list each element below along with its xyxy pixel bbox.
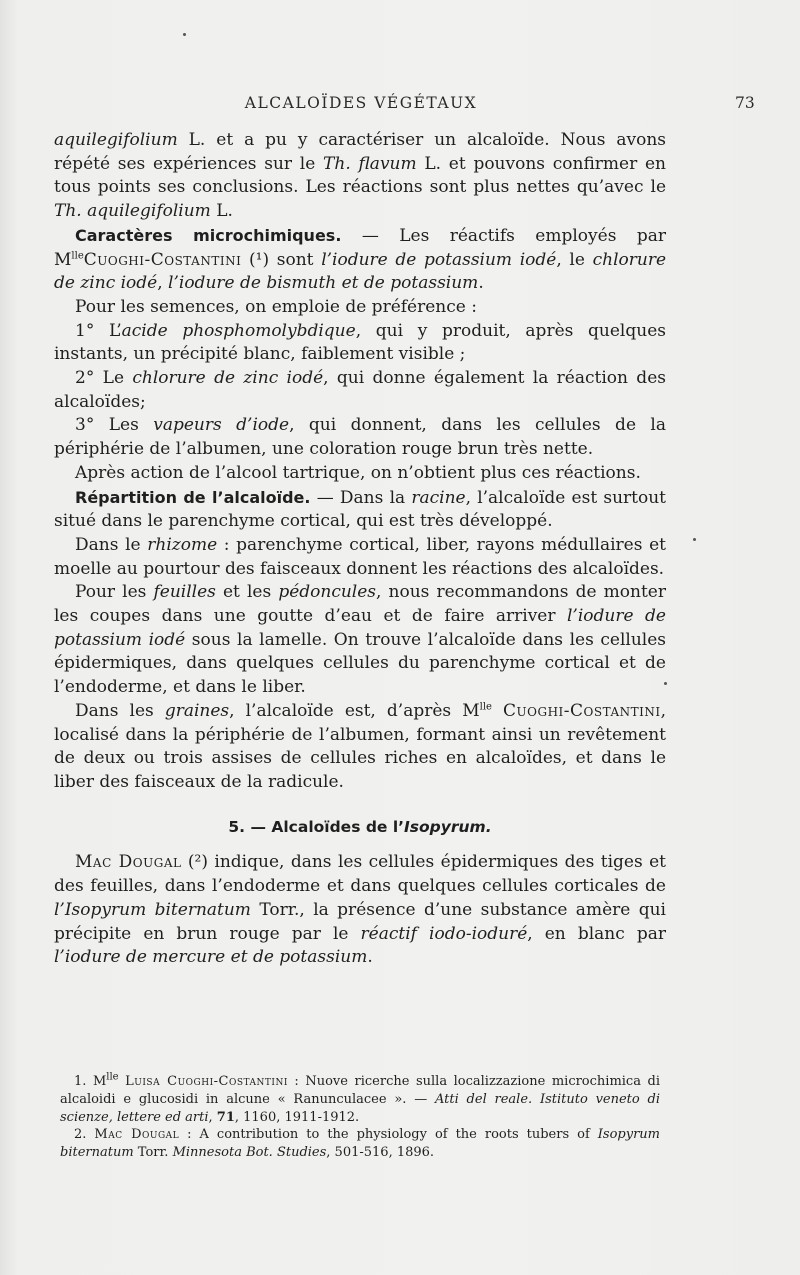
list-item-3: 3° Les vapeurs d’iode, qui donnent, dans les cellules de la périphérie de l’albumen, une coloration rouge brun très nette. — [54, 415, 666, 460]
repartition-paragraph: Répartition de l’alcaloïde. — Dans la racine, l’alcaloïde est surtout situé dans le parenchyme cortical, qui est très développé. — [54, 487, 667, 532]
rhizome-paragraph: Dans le rhizome : parenchyme cortical, liber, rayons médullaires et moelle au pourtour des faisceaux donnent les réactions des alcaloïdes. — [54, 534, 667, 579]
microchemical-paragraph: Caractères microchimiques. — Les réactifs employés par $M^{lle}Cuoghi$-Costantini (¹) sont l’iodure de potassium iodé, le chlorure de zinc iodé, l’iodure de bismuth et de potassium. — [54, 225, 667, 294]
tartaric-paragraph: Après action de l’alcool tartrique, on n’obtient plus ces réactions. — [75, 462, 641, 483]
seeds-intro: Pour les semences, on emploie de préférence : — [75, 296, 477, 317]
speck-mark — [183, 33, 186, 36]
footnote-ref-2: (²) — [187, 852, 208, 873]
main-text — [54, 129, 666, 970]
list-item-1: 1° L’acide phosphomolybdique, qui y produit, après quelques instants, un précipité blanc, faiblement visible ; — [54, 320, 666, 365]
grains-paragraph: Dans les graines, l’alcaloïde est, d’après $M^{lle}$ Cuoghi-Costantini, localisé dans la périphérie de l’albumen, formant ainsi un revêtement de deux ou trois assises de cellules riches en alcaloïdes, et dans le liber des faisceaux de la radicule. — [54, 700, 666, 792]
list-item-2: 2° Le chlorure de zinc iodé, qui donne également la réaction des alcaloïdes; — [54, 368, 666, 412]
isopyrum-paragraph: Mac Dougal (²) indique, dans les cellules épidermiques des tiges et des feuilles, dans l’endoderme et dans quelques cellules corticales de l’Isopyrum biternatum Torr., la présence d’une substance amère qui précipite en brun rouge par le réactif iodo-ioduré, en blanc par l’iodure de mercure et de potassium. — [54, 852, 666, 968]
section-title: 5. — Alcaloïdes de l’Isopyrum. — [228, 817, 492, 836]
footnote-2: 2. Mac Dougal : A contribution to the physiology of the roots tubers of Isopyrum biternatum Torr. Minnesota Bot. Studies, 501-516, 1896. — [60, 1127, 660, 1161]
footnote-ref-1: (¹) — [249, 249, 270, 270]
repartition-heading: Répartition de l’alcaloïde. — [75, 487, 311, 507]
running-head: ALCALOÏDES VÉGÉTAUX — [244, 94, 478, 112]
leaves-paragraph: Pour les feuilles et les pédoncules, nous recommandons de monter les coupes dans une goutte d’eau et de faire arriver l’iodure de potassium iodé sous la lamelle. On trouve l’alcaloïde dans les cellules épidermiques, dans quelques cellules du parenchyme cortical et de l’endoderme, et dans le liber. — [54, 582, 667, 698]
page-number: 73 — [735, 94, 755, 112]
intro-paragraph: aquilegifolium L. et a pu y caractériser un alcaloïde. Nous avons répété ses expériences sur le Th. flavum L. et pouvons confirmer en tous points ses conclusions. Les réactions sont plus nettes qu’avec le Th. aquilegifolium L. — [54, 130, 666, 222]
speck-mark — [693, 538, 696, 541]
microchemical-heading: Caractères microchimiques. — [75, 225, 342, 245]
footnotes — [60, 1073, 660, 1162]
footnote-1: 1. $M^{lle}$ Luisa Cuoghi-Costantini : Nuove ricerche sulla localizzazione microchimica di alcaloidi e glucosidi in alcune « Ranunculacee ». — Atti del reale. Istituto veneto di scienze, lettere ed arti, 71, 1160, 1911-1912. — [60, 1071, 660, 1125]
